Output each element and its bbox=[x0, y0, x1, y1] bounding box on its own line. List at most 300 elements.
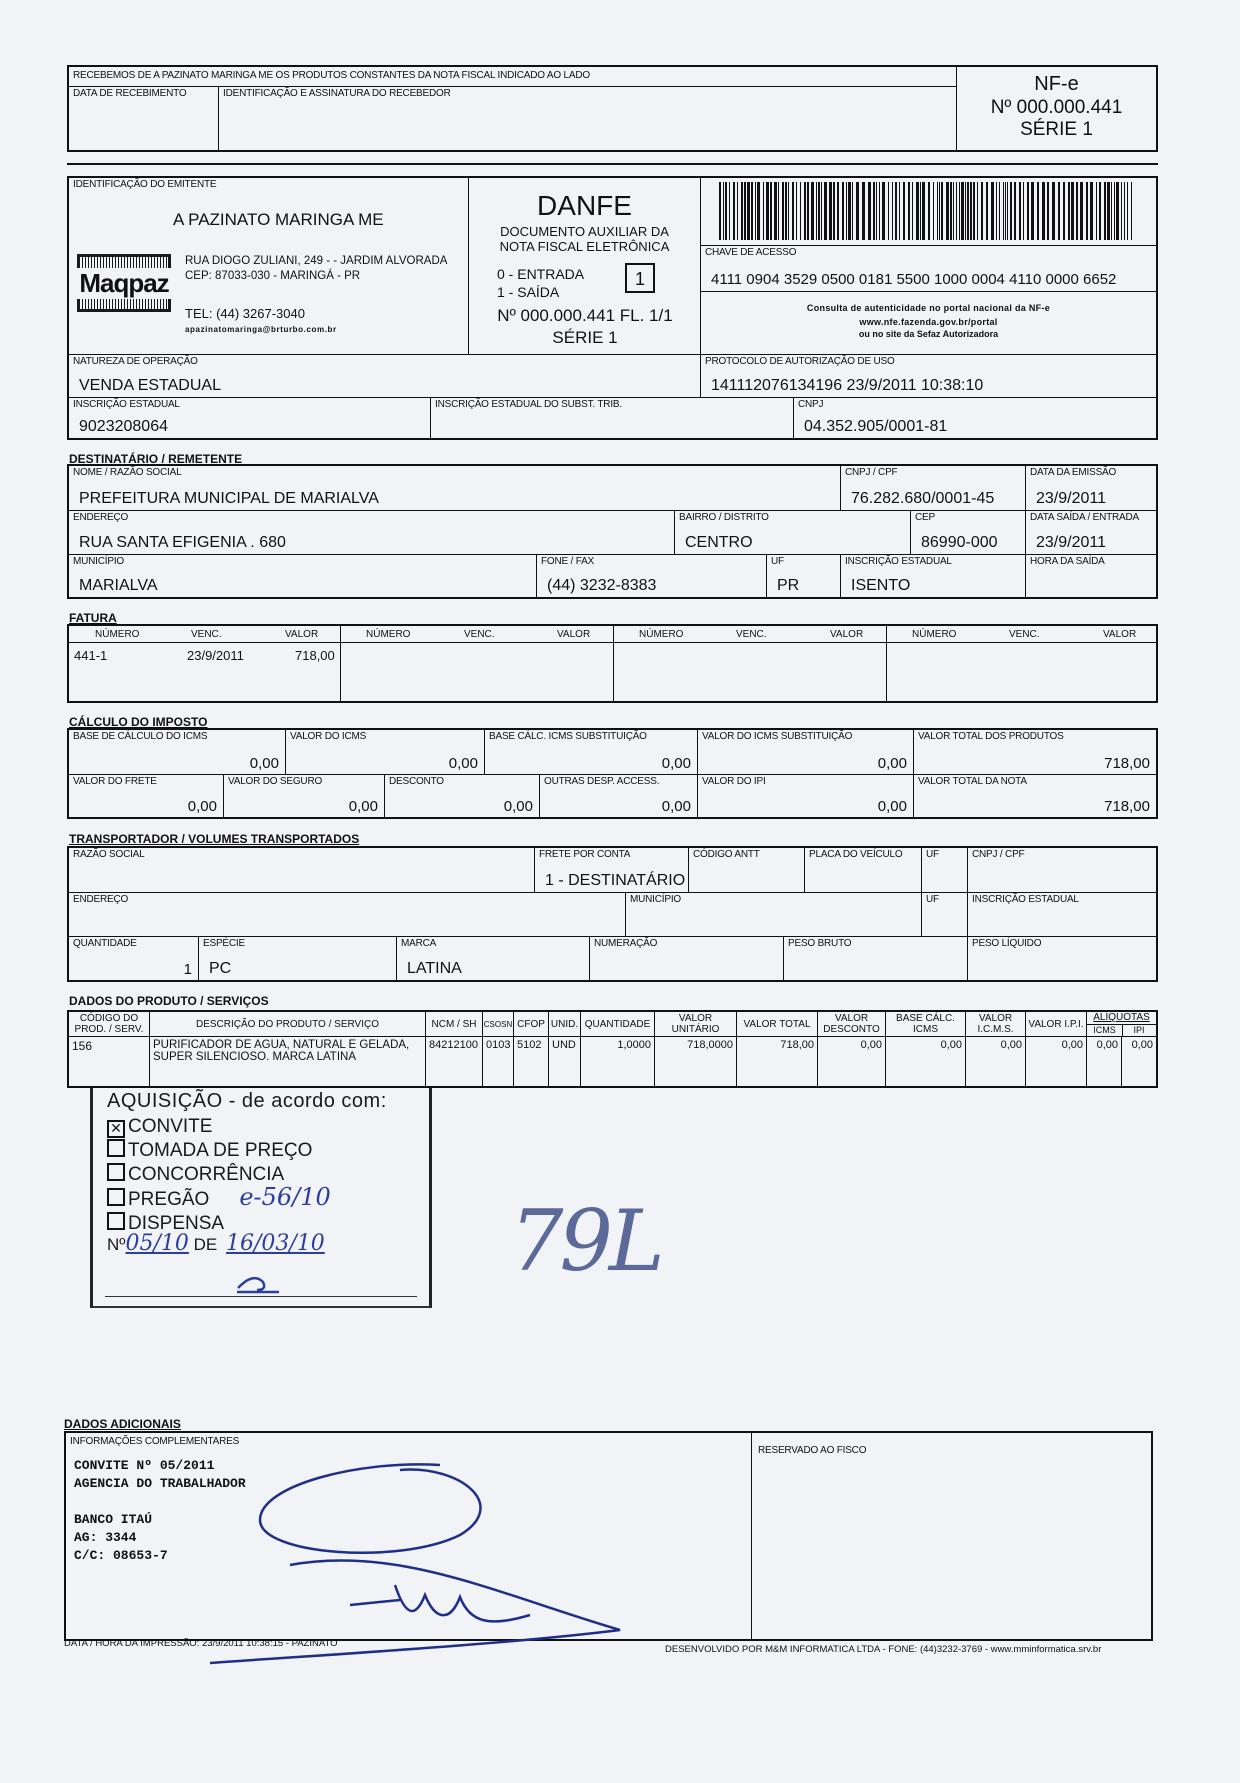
barcode-bar bbox=[729, 182, 730, 240]
ie-st-label: INSCRIÇÃO ESTADUAL DO SUBST. TRIB. bbox=[435, 399, 622, 410]
barcode-bar bbox=[903, 182, 905, 240]
info-line2: AGENCIA DO TRABALHADOR bbox=[74, 1476, 246, 1491]
th-descricao: DESCRIÇÃO DO PRODUTO / SERVIÇO bbox=[150, 1012, 426, 1036]
barcode-bar bbox=[800, 182, 801, 240]
td-valor-desc: 0,00 bbox=[818, 1037, 886, 1086]
barcode-bar bbox=[1014, 182, 1016, 240]
barcode-bar bbox=[888, 182, 889, 240]
th-valor-ipi: VALOR I.P.I. bbox=[1026, 1012, 1087, 1036]
barcode-bar bbox=[1114, 182, 1115, 240]
td-aliq-icms: 0,00 bbox=[1087, 1037, 1122, 1086]
trans-frete-label: FRETE POR CONTA bbox=[539, 849, 631, 860]
danfe-saida: 1 - SAÍDA bbox=[497, 284, 560, 300]
barcode-bar bbox=[846, 182, 847, 240]
td-cfop: 5102 bbox=[514, 1037, 549, 1086]
barcode-bar bbox=[778, 182, 779, 240]
fatura-col-valor-4: VALOR bbox=[1103, 629, 1137, 640]
fatura-valor: 718,00 bbox=[295, 648, 335, 663]
stamp-opt-convite: ✕ CONVITE bbox=[107, 1115, 331, 1138]
trans-placa-label: PLACA DO VEÍCULO bbox=[809, 849, 903, 860]
trans-frete: 1 - DESTINATÁRIO bbox=[545, 872, 686, 889]
barcode-bar bbox=[1037, 182, 1039, 240]
barcode-bar bbox=[1007, 182, 1008, 240]
th-aliq-ipi: IPI bbox=[1133, 1025, 1145, 1035]
valor-icms: 0,00 bbox=[448, 755, 478, 772]
stamp-number-line bbox=[107, 1231, 325, 1256]
barcode-bar bbox=[1003, 182, 1004, 240]
barcode-bar bbox=[1023, 182, 1024, 240]
imposto-section: CÁLCULO DO IMPOSTO bbox=[69, 715, 208, 729]
barcode-bar bbox=[933, 182, 934, 240]
barcode-bar bbox=[1047, 182, 1049, 240]
barcode-bar bbox=[1099, 182, 1101, 240]
barcode-bar bbox=[1127, 182, 1128, 240]
dest-municipio-label: MUNICÍPIO bbox=[73, 556, 124, 567]
stamp-title: AQUISIÇÃO - de acordo com: bbox=[107, 1090, 387, 1112]
dest-nome: PREFEITURA MUNICIPAL DE MARIALVA bbox=[79, 490, 379, 507]
canhoto bbox=[67, 65, 1158, 152]
dest-uf-label: UF bbox=[771, 556, 784, 567]
destinatario-section: DESTINATÁRIO / REMETENTE bbox=[69, 452, 243, 466]
dest-emissao-label: DATA DA EMISSÃO bbox=[1030, 467, 1117, 478]
barcode-bar bbox=[1031, 182, 1034, 240]
transporte-section: TRANSPORTADOR / VOLUMES TRANSPORTADOS bbox=[69, 832, 360, 846]
barcode-bar bbox=[1086, 182, 1088, 240]
barcode-bar bbox=[770, 182, 772, 240]
barcode-bar bbox=[916, 182, 919, 240]
table-row bbox=[69, 1037, 1156, 1086]
barcode-bar bbox=[996, 182, 997, 240]
td-valor-icms: 0,00 bbox=[966, 1037, 1026, 1086]
barcode-bar bbox=[941, 182, 943, 240]
valor-st: 0,00 bbox=[877, 755, 907, 772]
barcode-bar bbox=[965, 182, 966, 240]
produtos-section: DADOS DO PRODUTO / SERVIÇOS bbox=[69, 994, 269, 1008]
trans-ie-label: INSCRIÇÃO ESTADUAL bbox=[972, 894, 1079, 905]
barcode-bar bbox=[1010, 182, 1012, 240]
barcode-bar bbox=[788, 182, 789, 240]
dest-endereco: RUA SANTA EFIGENIA . 680 bbox=[79, 534, 286, 551]
seguro-label: VALOR DO SEGURO bbox=[228, 776, 323, 787]
trans-cnpj-label: CNPJ / CPF bbox=[972, 849, 1025, 860]
barcode-bar bbox=[899, 182, 900, 240]
danfe-series: SÉRIE 1 bbox=[552, 328, 618, 347]
valor-st-label: VALOR DO ICMS SUBSTITUIÇÃO bbox=[702, 731, 853, 742]
dest-saida: 23/9/2011 bbox=[1036, 534, 1106, 551]
fatura-numero: 441-1 bbox=[74, 648, 108, 663]
stamp-opt-dispensa: DISPENSA bbox=[107, 1211, 331, 1235]
th-codigo: CÓDIGO DO PROD. / SERV. bbox=[69, 1012, 150, 1036]
barcode-bar bbox=[956, 182, 957, 240]
barcode-bar bbox=[1104, 182, 1106, 240]
barcode-bar bbox=[999, 182, 1000, 240]
barcode-bar bbox=[1068, 182, 1070, 240]
dest-endereco-label: ENDEREÇO bbox=[73, 512, 129, 523]
chave-consulta1: Consulta de autenticidade no portal nacional da NF-e bbox=[806, 303, 1051, 313]
trans-quantidade: 1 bbox=[183, 961, 192, 978]
info-line5: C/C: 08653-7 bbox=[74, 1548, 168, 1563]
base-icms: 0,00 bbox=[249, 755, 279, 772]
barcode-bar bbox=[725, 182, 727, 240]
barcode-bar bbox=[928, 182, 930, 240]
barcode-bar bbox=[755, 182, 756, 240]
emitente-block bbox=[67, 176, 1158, 440]
barcode-bar bbox=[833, 182, 835, 240]
barcode-bar bbox=[1111, 182, 1112, 240]
stamp-initials bbox=[233, 1268, 293, 1298]
barcode-bar bbox=[1131, 182, 1132, 240]
fatura-col-venc-2: VENC. bbox=[464, 629, 495, 640]
transporte-block bbox=[67, 846, 1158, 982]
dest-fone: (44) 3232-8383 bbox=[547, 577, 657, 594]
valor-icms-label: VALOR DO ICMS bbox=[290, 731, 367, 742]
trans-municipio-label: MUNICÍPIO bbox=[630, 894, 681, 905]
barcode-bar bbox=[737, 182, 738, 240]
ie-value: 9023208064 bbox=[79, 418, 168, 435]
barcode-bar bbox=[1080, 182, 1083, 240]
produtos-block bbox=[67, 1010, 1158, 1088]
barcode-bar bbox=[816, 182, 817, 240]
fatura-col-valor-3: VALOR bbox=[830, 629, 864, 640]
barcode-bar bbox=[1107, 182, 1110, 240]
th-quantidade: QUANTIDADE bbox=[581, 1012, 655, 1036]
barcode-bar bbox=[937, 182, 938, 240]
th-base-icms: BASE CÁLC. ICMS bbox=[886, 1012, 966, 1036]
canhoto-nfe-number: Nº 000.000.441 bbox=[990, 97, 1123, 118]
base-st-label: BASE CÁLC. ICMS SUBSTITUIÇÃO bbox=[489, 731, 647, 742]
stamp-opt-pregao: PREGÃO e-56/10 bbox=[107, 1186, 331, 1211]
trans-endereco-label: ENDEREÇO bbox=[73, 894, 129, 905]
destinatario-block bbox=[67, 464, 1158, 599]
natureza-label: NATUREZA DE OPERAÇÃO bbox=[73, 356, 198, 367]
barcode-bar bbox=[1071, 182, 1074, 240]
barcode-bar bbox=[804, 182, 806, 240]
fatura-venc: 23/9/2011 bbox=[187, 648, 244, 663]
barcode-bar bbox=[895, 182, 897, 240]
barcode-bar bbox=[837, 182, 839, 240]
barcode-bar bbox=[1121, 182, 1122, 240]
barcode-bar bbox=[766, 182, 769, 240]
barcode-bar bbox=[922, 182, 925, 240]
trans-numeracao-label: NUMERAÇÃO bbox=[594, 938, 658, 949]
th-aliq-icms: ICMS bbox=[1087, 1025, 1123, 1037]
chave-consulta2: www.nfe.fazenda.gov.br/portal bbox=[859, 317, 998, 327]
desconto-label: DESCONTO bbox=[389, 776, 444, 787]
barcode-bar bbox=[1058, 182, 1060, 240]
barcode-bar bbox=[796, 182, 797, 240]
trans-especie-label: ESPÉCIE bbox=[203, 938, 245, 949]
barcode-bar bbox=[811, 182, 814, 240]
cut-line bbox=[67, 163, 1158, 165]
canhoto-received-text: RECEBEMOS DE A PAZINATO MARINGA ME OS PRODUTOS CONSTANTES DA NOTA FISCAL INDICADO AO LADO bbox=[73, 70, 590, 81]
barcode-bar bbox=[873, 182, 875, 240]
ipi-label: VALOR DO IPI bbox=[702, 776, 766, 787]
info-line4: AG: 3344 bbox=[74, 1530, 137, 1545]
chave-consulta3: ou no site da Sefaz Autorizadora bbox=[858, 329, 999, 339]
logo-text: Maqpaz bbox=[79, 267, 169, 298]
stamp-opt-tomada: TOMADA DE PREÇO bbox=[107, 1138, 331, 1162]
barcode-bar bbox=[733, 182, 735, 240]
barcode-bar bbox=[723, 182, 724, 240]
barcode-bar bbox=[744, 182, 746, 240]
trans-antt-label: CÓDIGO ANTT bbox=[693, 849, 760, 860]
barcode-bar bbox=[829, 182, 832, 240]
handwritten-signature bbox=[200, 1445, 720, 1665]
barcode-bar bbox=[751, 182, 753, 240]
dest-bairro: CENTRO bbox=[685, 534, 753, 551]
trans-peso-liquido-label: PESO LÍQUIDO bbox=[972, 938, 1042, 949]
th-valor-total: VALOR TOTAL bbox=[737, 1012, 818, 1036]
emitente-cep: CEP: 87033-030 - MARINGÁ - PR bbox=[185, 270, 361, 282]
chave-value: 4111 0904 3529 0500 0181 5500 1000 0004 4110 0000 6652 bbox=[711, 271, 1117, 288]
trans-especie: PC bbox=[209, 960, 232, 977]
ipi: 0,00 bbox=[877, 798, 907, 815]
dest-nome-label: NOME / RAZÃO SOCIAL bbox=[73, 467, 182, 478]
total-nota-label: VALOR TOTAL DA NOTA bbox=[918, 776, 1027, 787]
stamp-de: DE bbox=[193, 1235, 218, 1254]
produtos-header bbox=[69, 1012, 1156, 1037]
barcode-bar bbox=[1027, 182, 1029, 240]
dest-ie: ISENTO bbox=[851, 577, 911, 594]
barcode-graphic bbox=[703, 178, 1153, 244]
checkbox-icon bbox=[107, 1212, 125, 1230]
chave-label: CHAVE DE ACESSO bbox=[705, 247, 797, 258]
barcode-bar bbox=[892, 182, 893, 240]
barcode-bar bbox=[950, 182, 952, 240]
trans-marca-label: MARCA bbox=[401, 938, 437, 949]
stamp-data: 16/03/10 bbox=[226, 1231, 325, 1256]
barcode-bar bbox=[946, 182, 949, 240]
margin-handwriting: 79L bbox=[510, 1192, 661, 1290]
trans-peso-bruto-label: PESO BRUTO bbox=[788, 938, 852, 949]
trans-razao-label: RAZÃO SOCIAL bbox=[73, 849, 145, 860]
checkbox-icon bbox=[107, 1163, 125, 1181]
outras: 0,00 bbox=[661, 798, 691, 815]
th-valor-unit: VALOR UNITÁRIO bbox=[655, 1012, 737, 1036]
base-st: 0,00 bbox=[661, 755, 691, 772]
dest-cnpj: 76.282.680/0001-45 bbox=[851, 490, 995, 507]
dest-cep-label: CEP bbox=[915, 512, 935, 523]
dest-cep: 86990-000 bbox=[921, 534, 998, 551]
dest-bairro-label: BAIRRO / DISTRITO bbox=[679, 512, 769, 523]
barcode-bar bbox=[973, 182, 975, 240]
th-valor-desc: VALOR DESCONTO bbox=[818, 1012, 886, 1036]
th-csosn: CSOSN bbox=[483, 1012, 514, 1036]
barcode-bar bbox=[912, 182, 913, 240]
dest-municipio: MARIALVA bbox=[79, 577, 158, 594]
barcode-bar bbox=[763, 182, 764, 240]
info-line1: CONVITE Nº 05/2011 bbox=[74, 1458, 215, 1473]
frete-label: VALOR DO FRETE bbox=[73, 776, 157, 787]
barcode-bar bbox=[970, 182, 972, 240]
barcode-bar bbox=[1076, 182, 1078, 240]
td-aliq-ipi: 0,00 bbox=[1131, 1039, 1153, 1051]
footer-impressao: DATA / HORA DA IMPRESSÃO: 23/9/2011 10:38:15 - PAZINATO bbox=[64, 1638, 338, 1649]
barcode-bar bbox=[856, 182, 859, 240]
fatura-section: FATURA bbox=[69, 611, 117, 625]
barcode-bar bbox=[1124, 182, 1125, 240]
imposto-block bbox=[67, 728, 1158, 819]
checkbox-icon bbox=[107, 1188, 125, 1206]
barcode-bar bbox=[977, 182, 978, 240]
barcode-bar bbox=[967, 182, 969, 240]
barcode-bar bbox=[876, 182, 877, 240]
barcode-bar bbox=[882, 182, 885, 240]
fatura-col-numero-1: NÚMERO bbox=[95, 629, 140, 640]
barcode-bar bbox=[1005, 182, 1006, 240]
barcode-bar bbox=[1019, 182, 1021, 240]
barcode-bar bbox=[986, 182, 988, 240]
desconto: 0,00 bbox=[503, 798, 533, 815]
barcode-bar bbox=[953, 182, 954, 240]
barcode-bar bbox=[792, 182, 794, 240]
td-base-icms: 0,00 bbox=[886, 1037, 966, 1086]
acquisition-stamp bbox=[90, 1088, 432, 1308]
protocolo-value: 141112076134196 23/9/2011 10:38:10 bbox=[711, 377, 984, 394]
th-ncm: NCM / SH bbox=[426, 1012, 483, 1036]
td-unid: UND bbox=[549, 1037, 581, 1086]
stamp-numero-prefix: Nº bbox=[107, 1235, 126, 1254]
th-valor-icms: VALOR I.C.M.S. bbox=[966, 1012, 1026, 1036]
td-valor-total: 718,00 bbox=[737, 1037, 818, 1086]
td-csosn: 0103 bbox=[483, 1037, 514, 1086]
barcode-bar bbox=[741, 182, 743, 240]
fatura-col-venc-4: VENC. bbox=[1009, 629, 1040, 640]
barcode-bar bbox=[842, 182, 844, 240]
fatura-col-venc-3: VENC. bbox=[736, 629, 767, 640]
canhoto-nfe-series: SÉRIE 1 bbox=[1020, 119, 1093, 140]
base-icms-label: BASE DE CÁLCULO DO ICMS bbox=[73, 731, 208, 742]
td-ncm: 84212100 bbox=[426, 1037, 483, 1086]
dest-cnpj-label: CNPJ / CPF bbox=[845, 467, 898, 478]
dest-uf: PR bbox=[777, 577, 800, 594]
fisco-label: RESERVADO AO FISCO bbox=[758, 1445, 867, 1456]
fatura-col-valor-1: VALOR bbox=[285, 629, 319, 640]
danfe-sub2: NOTA FISCAL ELETRÔNICA bbox=[499, 239, 670, 254]
checkbox-checked-icon: ✕ bbox=[107, 1120, 125, 1138]
checkbox-icon bbox=[107, 1139, 125, 1157]
canhoto-nfe-title: NF-e bbox=[1034, 73, 1079, 95]
barcode-bar bbox=[939, 182, 940, 240]
adicionais-section: DADOS ADICIONAIS bbox=[64, 1417, 181, 1431]
emitente-address: RUA DIOGO ZULIANI, 249 - - JARDIM ALVORADA bbox=[185, 255, 448, 267]
protocolo-label: PROTOCOLO DE AUTORIZAÇÃO DE USO bbox=[705, 356, 895, 367]
info-label: INFORMAÇÕES COMPLEMENTARES bbox=[70, 1436, 240, 1447]
barcode-bar bbox=[1090, 182, 1093, 240]
td-valor-ipi: 0,00 bbox=[1026, 1037, 1087, 1086]
barcode-bar bbox=[818, 182, 820, 240]
emitente-email: apazinatomaringa@brturbo.com.br bbox=[185, 325, 337, 334]
td-descricao: PURIFICADOR DE AGUA, NATURAL E GELADA, SUPER SILENCIOSO. MARCA LATINA bbox=[150, 1037, 426, 1086]
fatura-col-numero-4: NÚMERO bbox=[912, 629, 957, 640]
trans-uf-label: UF bbox=[926, 849, 939, 860]
canhoto-date-label: DATA DE RECEBIMENTO bbox=[73, 88, 187, 99]
natureza-value: VENDA ESTADUAL bbox=[79, 377, 221, 394]
barcode-bar bbox=[1063, 182, 1065, 240]
barcode-bar bbox=[782, 182, 784, 240]
barcode-bar bbox=[719, 182, 721, 240]
barcode-bar bbox=[774, 182, 777, 240]
barcode bbox=[701, 178, 1156, 246]
fatura-block bbox=[67, 624, 1158, 703]
barcode-bar bbox=[862, 182, 865, 240]
ie-label: INSCRIÇÃO ESTADUAL bbox=[73, 399, 180, 410]
barcode-bar bbox=[908, 182, 910, 240]
th-aliquotas: ALÍQUOTAS bbox=[1087, 1012, 1156, 1025]
barcode-bar bbox=[920, 182, 921, 240]
td-codigo: 156 bbox=[69, 1037, 150, 1086]
dest-emissao: 23/9/2011 bbox=[1036, 490, 1106, 507]
barcode-bar bbox=[757, 182, 760, 240]
barcode-bar bbox=[807, 182, 809, 240]
fatura-col-numero-3: NÚMERO bbox=[639, 629, 684, 640]
barcode-bar bbox=[961, 182, 964, 240]
outras-label: OUTRAS DESP. ACCESS. bbox=[544, 776, 660, 787]
danfe-tipo-box: 1 bbox=[625, 263, 655, 293]
trans-uf2-label: UF bbox=[926, 894, 939, 905]
total-nota: 718,00 bbox=[1104, 798, 1150, 815]
barcode-bar bbox=[824, 182, 827, 240]
emitente-name: A PAZINATO MARINGA ME bbox=[173, 210, 384, 229]
barcode-bar bbox=[785, 182, 787, 240]
frete: 0,00 bbox=[187, 798, 217, 815]
barcode-bar bbox=[1042, 182, 1045, 240]
stamp-numero: 05/10 bbox=[125, 1231, 189, 1256]
seguro: 0,00 bbox=[348, 798, 378, 815]
cnpj-emit-value: 04.352.905/0001-81 bbox=[804, 418, 948, 435]
company-logo bbox=[77, 254, 171, 312]
trans-marca: LATINA bbox=[407, 960, 462, 977]
dest-saida-label: DATA SAÍDA / ENTRADA bbox=[1030, 512, 1139, 523]
th-cfop: CFOP bbox=[514, 1012, 549, 1036]
pregao-handwriting: e-56/10 bbox=[239, 1183, 331, 1211]
barcode-bar bbox=[852, 182, 853, 240]
barcode-bar bbox=[821, 182, 822, 240]
dest-hora-label: HORA DA SAÍDA bbox=[1030, 556, 1105, 567]
info-line3: BANCO ITAÚ bbox=[74, 1512, 153, 1527]
barcode-bar bbox=[1096, 182, 1097, 240]
danfe-number: Nº 000.000.441 FL. 1/1 bbox=[497, 306, 673, 325]
fatura-col-valor-2: VALOR bbox=[557, 629, 591, 640]
barcode-bar bbox=[879, 182, 880, 240]
barcode-bar bbox=[981, 182, 983, 240]
barcode-bar bbox=[991, 182, 994, 240]
barcode-bar bbox=[1116, 182, 1119, 240]
fatura-col-numero-2: NÚMERO bbox=[366, 629, 411, 640]
dest-ie-label: INSCRIÇÃO ESTADUAL bbox=[845, 556, 952, 567]
total-prod: 718,00 bbox=[1104, 755, 1150, 772]
canhoto-id-label: IDENTIFICAÇÃO E ASSINATURA DO RECEBEDOR bbox=[223, 88, 451, 99]
barcode-bar bbox=[848, 182, 851, 240]
fatura-col-venc-1: VENC. bbox=[191, 629, 222, 640]
barcode-bar bbox=[959, 182, 960, 240]
emitente-label: IDENTIFICAÇÃO DO EMITENTE bbox=[73, 179, 217, 190]
danfe-title: DANFE bbox=[537, 190, 632, 221]
td-quantidade: 1,0000 bbox=[581, 1037, 655, 1086]
dest-fone-label: FONE / FAX bbox=[541, 556, 595, 567]
td-valor-unit: 718,0000 bbox=[655, 1037, 737, 1086]
stamp-opt-concorrencia: CONCORRÊNCIA bbox=[107, 1162, 331, 1186]
danfe-entrada: 0 - ENTRADA bbox=[497, 266, 585, 282]
cnpj-emit-label: CNPJ bbox=[798, 399, 824, 410]
trans-quantidade-label: QUANTIDADE bbox=[73, 938, 137, 949]
footer-dev: DESENVOLVIDO POR M&M INFORMATICA LTDA - FONE: (44)3232-3769 - www.mminformatica.srv.br bbox=[665, 1644, 1102, 1655]
emitente-tel: TEL: (44) 3267-3040 bbox=[185, 306, 305, 321]
barcode-bar bbox=[868, 182, 871, 240]
total-prod-label: VALOR TOTAL DOS PRODUTOS bbox=[918, 731, 1064, 742]
barcode-bar bbox=[747, 182, 750, 240]
th-unid: UNID. bbox=[549, 1012, 581, 1036]
